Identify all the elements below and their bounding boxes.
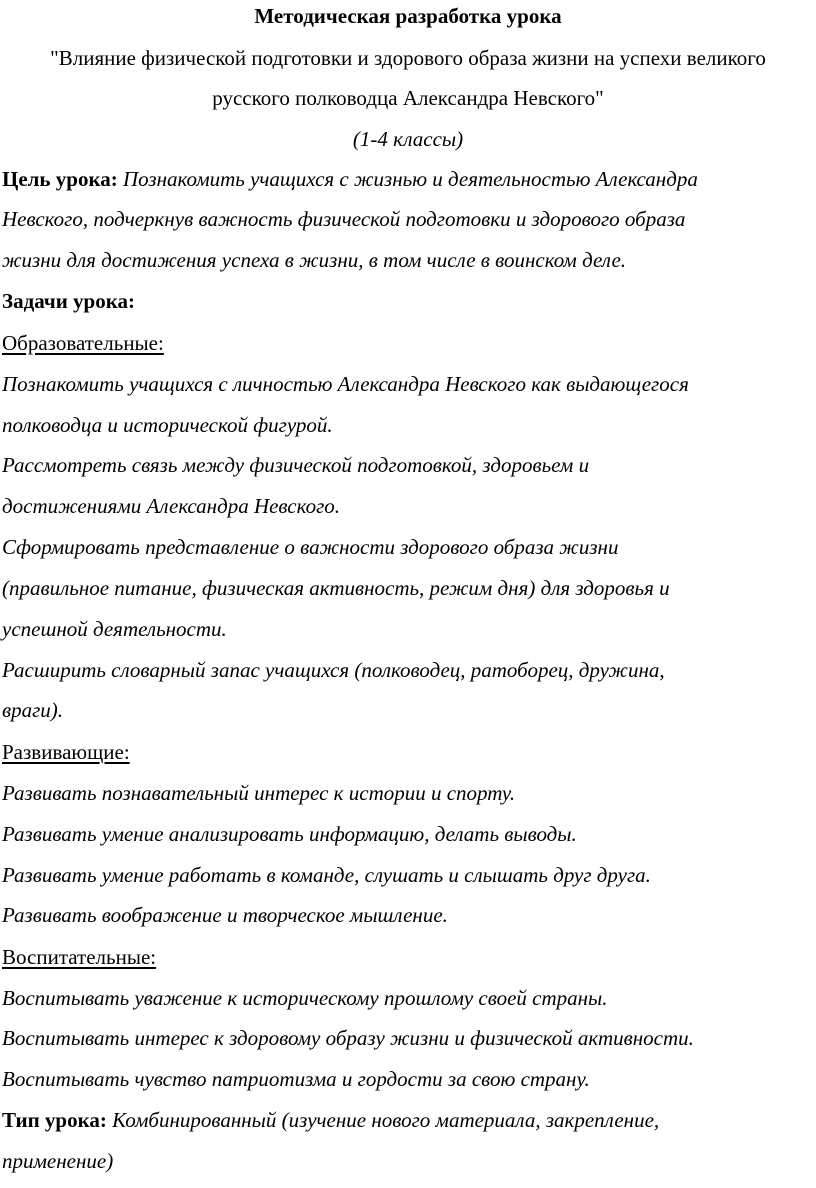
lesson-type-text-1: Комбинированный (изучение нового материала, закрепление, — [112, 1108, 660, 1132]
educational-line: успешной деятельности. — [2, 617, 227, 641]
upbringing-heading — [2, 943, 814, 971]
lesson-type-line-2: применение) — [2, 1149, 114, 1173]
educational-heading — [2, 329, 814, 357]
topic-line-2: русского полководца Александра Невского" — [212, 86, 604, 110]
educational-line: достижениями Александра Невского. — [2, 494, 341, 518]
upbringing-line: Воспитывать чувство патриотизма и гордости за свою страну. — [2, 1067, 590, 1091]
educational-heading-text: Образовательные: — [2, 331, 164, 355]
educational-line: (правильное питание, физическая активность, режим дня) для здоровья и — [2, 576, 670, 600]
topic-line-1: "Влияние физической подготовки и здорового образа жизни на успехи великого — [50, 46, 766, 70]
goal-line-2: Невского, подчеркнув важность физической подготовки и здорового образа — [2, 207, 686, 231]
educational-line: полководца и исторической фигурой. — [2, 413, 333, 437]
developing-line: Развивать умение работать в команде, слушать и слышать друг друга. — [2, 863, 651, 887]
goal-line-1 — [2, 165, 814, 193]
educational-line: Расширить словарный запас учащихся (полководец, ратоборец, дружина, — [2, 658, 665, 682]
upbringing-line: Воспитывать интерес к здоровому образу жизни и физической активности. — [2, 1026, 694, 1050]
educational-line: Рассмотреть связь между физической подготовкой, здоровьем и — [2, 453, 590, 477]
grades-label: (1-4 классы) — [352, 127, 464, 151]
goal-label: Цель урока: — [2, 167, 118, 191]
developing-line: Развивать познавательный интерес к истории и спорту. — [2, 781, 516, 805]
goal-text-1: Познакомить учащихся с жизнью и деятельностью Александра — [123, 167, 698, 191]
educational-line: Познакомить учащихся с личностью Александра Невского как выдающегося — [2, 372, 689, 396]
lesson-type-label: Тип урока: — [2, 1108, 107, 1132]
document-title: Методическая разработка урока — [254, 4, 562, 28]
developing-heading — [2, 738, 814, 766]
tasks-label: Задачи урока: — [2, 289, 136, 313]
developing-heading-text: Развивающие: — [2, 740, 130, 764]
developing-line: Развивать воображение и творческое мышление. — [2, 903, 448, 927]
upbringing-heading-text: Воспитательные: — [2, 945, 157, 969]
educational-line: Сформировать представление о важности здорового образа жизни — [2, 535, 619, 559]
upbringing-line: Воспитывать уважение к историческому прошлому своей страны. — [2, 986, 608, 1010]
educational-line: враги). — [2, 698, 64, 722]
lesson-type-line-1 — [2, 1106, 814, 1134]
goal-line-3: жизни для достижения успеха в жизни, в том числе в воинском деле. — [2, 248, 627, 272]
developing-line: Развивать умение анализировать информацию, делать выводы. — [2, 822, 577, 846]
